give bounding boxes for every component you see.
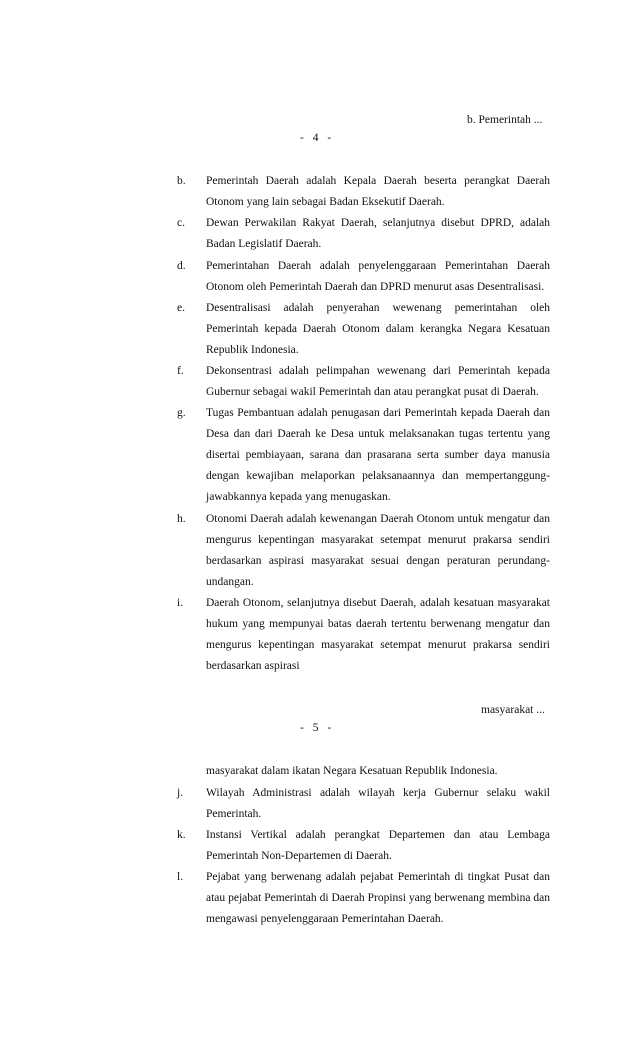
item-g-line-3: disertai pembiayaan, sarana dan prasarana serta sumber daya manusia <box>206 449 550 461</box>
item-l-line-3: mengawasi penyelenggaraan Pemerintahan Daerah. <box>206 913 444 925</box>
item-l-line-2: atau pejabat Pemerintah di Daerah Propinsi yang berwenang membina dan <box>206 892 550 904</box>
catchword-top: b. Pemerintah ... <box>467 114 543 126</box>
item-letter-d: d. <box>177 260 186 272</box>
item-g-line-2: Desa dan dari Daerah ke Desa untuk melaksanakan tugas tertentu yang <box>206 428 550 440</box>
item-e-line-3: Republik Indonesia. <box>206 344 299 356</box>
item-letter-c: c. <box>177 217 185 229</box>
item-letter-i: i. <box>177 597 184 609</box>
item-letter-l: l. <box>177 871 184 883</box>
item-b-line-1: Pemerintah Daerah adalah Kepala Daerah beserta perangkat Daerah <box>206 175 550 187</box>
item-g-line-1: Tugas Pembantuan adalah penugasan dari Pemerintah kepada Daerah dan <box>206 407 550 419</box>
continuation-line: masyarakat dalam ikatan Negara Kesatuan Republik Indonesia. <box>206 765 498 777</box>
catchword-bottom: masyarakat ... <box>481 704 545 716</box>
item-f-line-2: Gubernur sebagai wakil Pemerintah dan atau perangkat pusat di Daerah. <box>206 386 539 398</box>
item-l-line-1: Pejabat yang berwenang adalah pejabat Pemerintah di tingkat Pusat dan <box>206 871 550 883</box>
item-letter-g: g. <box>177 407 186 419</box>
item-letter-e: e. <box>177 302 185 314</box>
item-d-line-1: Pemerintahan Daerah adalah penyelenggaraan Pemerintahan Daerah <box>206 260 550 272</box>
item-h-line-4: undangan. <box>206 576 254 588</box>
item-c-line-2: Badan Legislatif Daerah. <box>206 238 322 250</box>
item-letter-b: b. <box>177 175 186 187</box>
item-j-line-1: Wilayah Administrasi adalah wilayah kerja Gubernur selaku wakil <box>206 787 550 799</box>
page-number-5: - 5 - <box>300 722 332 734</box>
item-letter-j: j. <box>177 787 184 799</box>
item-e-line-1: Desentralisasi adalah penyerahan wewenang pemerintahan oleh <box>206 302 550 314</box>
item-letter-k: k. <box>177 829 186 841</box>
item-k-line-2: Pemerintah Non-Departemen di Daerah. <box>206 850 392 862</box>
item-i-line-2: hukum yang mempunyai batas daerah tertentu berwenang mengatur dan <box>206 618 550 630</box>
item-i-line-4: berdasarkan aspirasi <box>206 660 300 672</box>
item-i-line-3: mengurus kepentingan masyarakat setempat menurut prakarsa sendiri <box>206 639 550 651</box>
item-d-line-2: Otonom oleh Pemerintah Daerah dan DPRD menurut asas Desentralisasi. <box>206 281 545 293</box>
item-g-line-4: dengan kewajiban melaporkan pelaksanaannya dan mempertanggung- <box>206 470 550 482</box>
item-letter-h: h. <box>177 513 186 525</box>
item-b-line-2: Otonom yang lain sebagai Badan Eksekutif Daerah. <box>206 196 445 208</box>
item-h-line-2: mengurus kepentingan masyarakat setempat menurut prakarsa sendiri <box>206 534 550 546</box>
item-e-line-2: Pemerintah kepada Daerah Otonom dalam kerangka Negara Kesatuan <box>206 323 550 335</box>
item-j-line-2: Pemerintah. <box>206 808 262 820</box>
item-h-line-3: berdasarkan aspirasi masyarakat sesuai dengan peraturan perundang- <box>206 555 550 567</box>
item-k-line-1: Instansi Vertikal adalah perangkat Departemen dan atau Lembaga <box>206 829 550 841</box>
page-number-4: - 4 - <box>300 132 332 144</box>
item-c-line-1: Dewan Perwakilan Rakyat Daerah, selanjutnya disebut DPRD, adalah <box>206 217 550 229</box>
item-h-line-1: Otonomi Daerah adalah kewenangan Daerah Otonom untuk mengatur dan <box>206 513 550 525</box>
item-i-line-1: Daerah Otonom, selanjutnya disebut Daerah, adalah kesatuan masyarakat <box>206 597 550 609</box>
item-g-line-5: jawabkannya kepada yang menugaskan. <box>206 491 391 503</box>
item-f-line-1: Dekonsentrasi adalah pelimpahan wewenang dari Pemerintah kepada <box>206 365 550 377</box>
item-letter-f: f. <box>177 365 184 377</box>
